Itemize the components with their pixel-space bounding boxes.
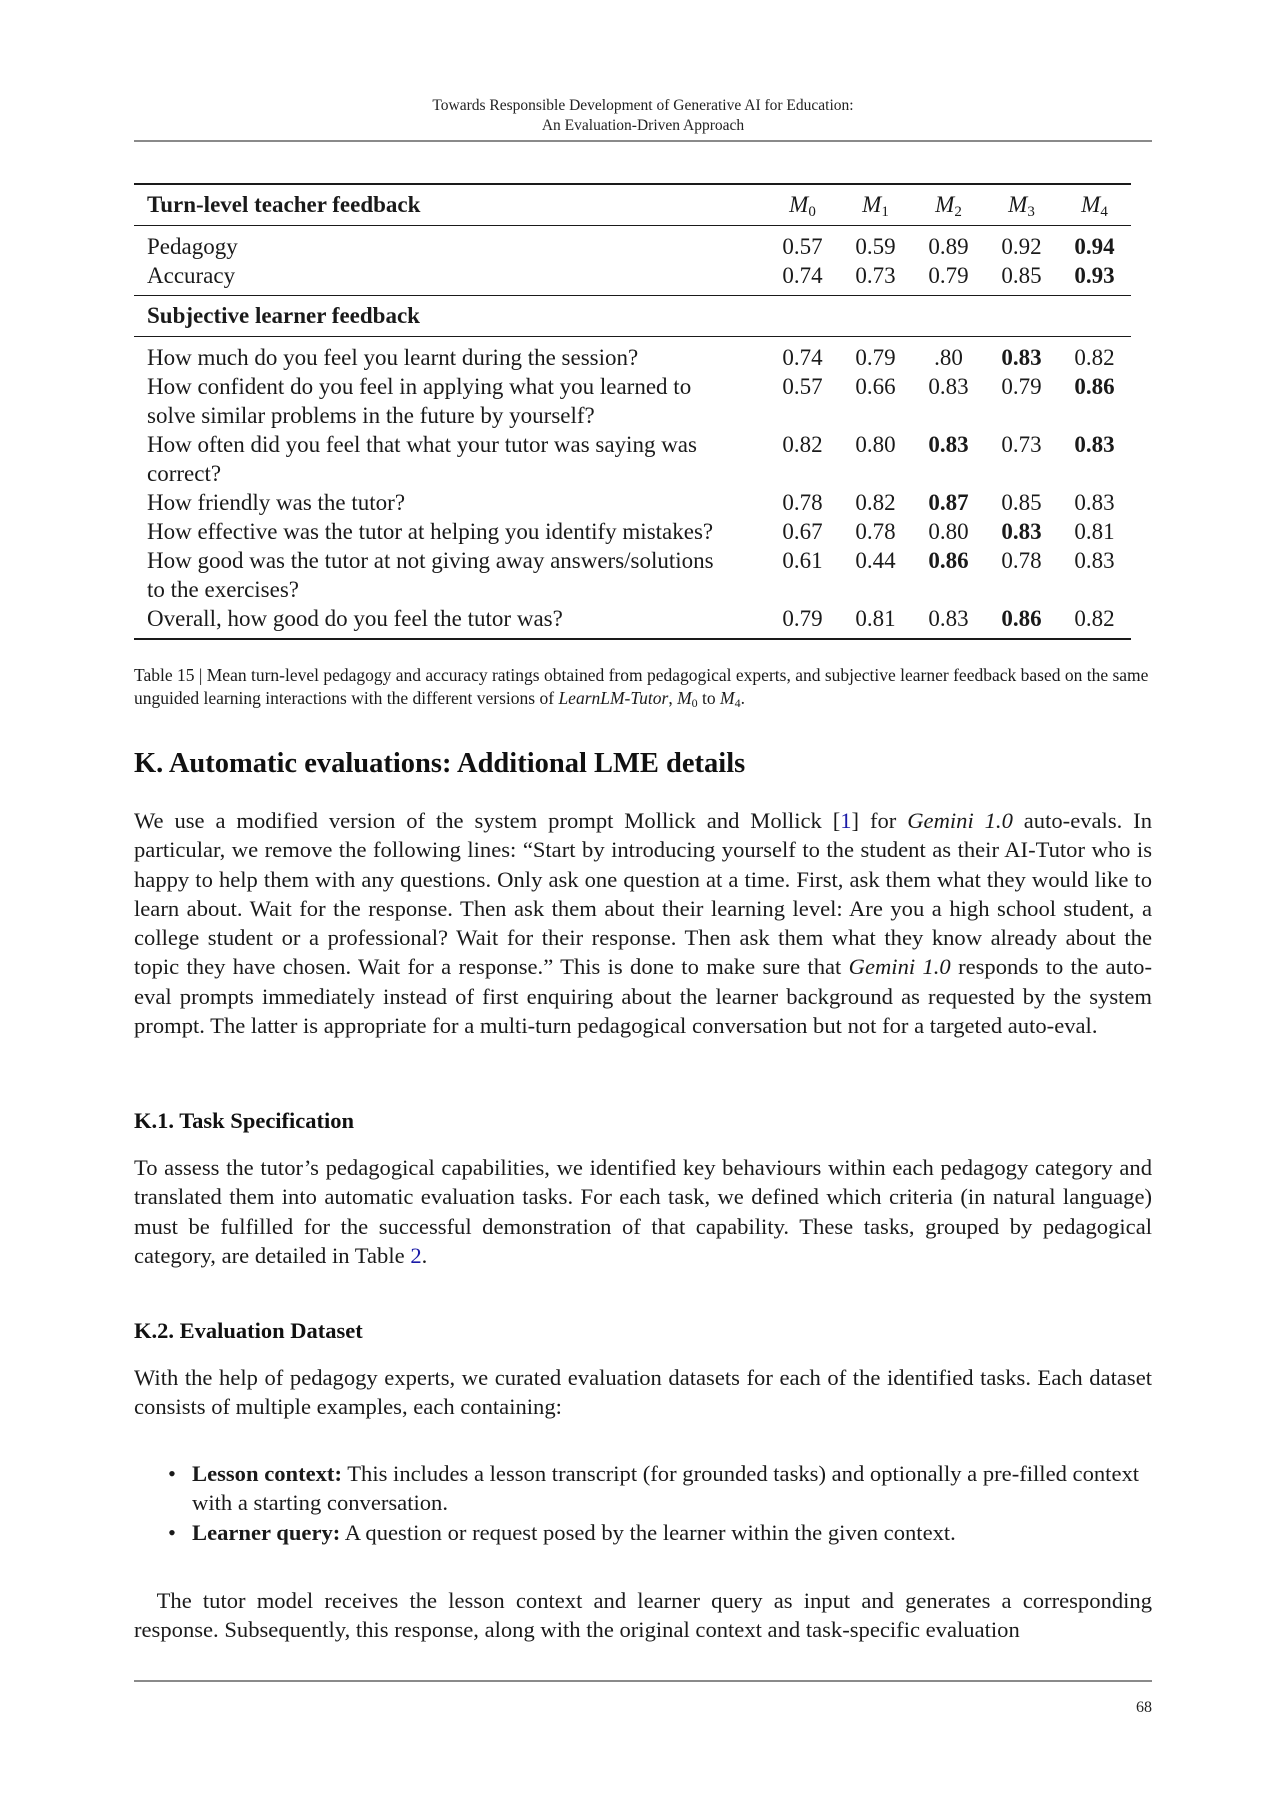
table-reference-link[interactable]: 2 bbox=[410, 1242, 422, 1268]
row-label bbox=[134, 337, 766, 373]
table-cell-value: 0.81 bbox=[839, 604, 912, 639]
table-cell-value: 0.59 bbox=[855, 234, 896, 259]
table-cell-value: 0.82 bbox=[1058, 604, 1131, 639]
table-cell-value: 0.85 bbox=[1001, 490, 1042, 515]
header-rule bbox=[134, 140, 1152, 142]
running-head bbox=[134, 96, 1152, 136]
table-cell-value: 0.78 bbox=[782, 490, 823, 515]
row-label-line: Accuracy bbox=[147, 263, 236, 288]
row-label-line: Overall, how good do you feel the tutor was? bbox=[147, 606, 563, 631]
column-header: $M_2$ bbox=[912, 184, 985, 226]
table-cell-value: 0.83 bbox=[1074, 432, 1115, 457]
table-row bbox=[134, 261, 1131, 296]
row-label bbox=[134, 604, 766, 639]
table-row bbox=[134, 488, 1131, 517]
table-cell-value: 0.67 bbox=[782, 519, 823, 544]
row-label-line: How much do you feel you learnt during the session? bbox=[147, 345, 639, 370]
table-cell-value: 0.79 bbox=[766, 604, 839, 639]
section-k1-paragraph: To assess the tutor’s pedagogical capabilities, we identified key behaviours within each pedagogy category and translated them into automatic evaluation tasks. For each task, we defined which criteria (in natural language) must be fulfilled for the successful demonstration of that capability. These tasks, grouped by pedagogical category, are detailed in Table 2. bbox=[134, 1155, 1152, 1268]
table-cell-value: 0.78 bbox=[855, 519, 896, 544]
table-cell-value: 0.82 bbox=[1074, 345, 1115, 370]
table-cell-value: 0.79 bbox=[1001, 374, 1042, 399]
table-cell-value: 0.73 bbox=[855, 263, 896, 288]
table-cell-value: 0.87 bbox=[928, 490, 969, 515]
table-cell-value: 0.83 bbox=[928, 432, 969, 457]
table-cell-value: 0.74 bbox=[782, 263, 823, 288]
table-cell-value: 0.83 bbox=[1001, 519, 1042, 544]
column-header: $M_4$ bbox=[1058, 184, 1131, 226]
column-header: $M_0$ bbox=[766, 184, 839, 226]
model-name: LearnLM-Tutor bbox=[558, 688, 669, 708]
table-cell-value: 0.93 bbox=[1074, 263, 1115, 288]
table-cell-value: 0.80 bbox=[928, 519, 969, 544]
row-label-line: How effective was the tutor at helping you identify mistakes? bbox=[147, 519, 714, 544]
table-cell-value: 0.79 bbox=[855, 345, 896, 370]
table-cell-value: 0.78 bbox=[1001, 548, 1042, 573]
row-label bbox=[134, 546, 766, 604]
table-row bbox=[134, 337, 1131, 373]
table-cell-value: 0.81 bbox=[1074, 519, 1115, 544]
table-cell-value: 0.83 bbox=[928, 374, 969, 399]
row-label-line: solve similar problems in the future by yourself? bbox=[147, 403, 595, 428]
section-k-paragraph: We use a modified version of the system prompt Mollick and Mollick [1] for Gemini 1.0 auto-evals. In particular, we remove the following lines: “Start by introducing yourself to the student as their AI-Tutor who is happy to help them with any questions. Only ask one question at a time. First, ask them what they would like to learn about. Wait for the response. Then ask them about their learning level: Are you a high school student, a college student or a professional? Wait for their response. Then ask them what they know already about the topic they have chosen. Wait for a response.” This is done to make sure that Gemini 1.0 responds to the auto-eval prompts immediately instead of first enquiring about the learner background as requested by the system prompt. The latter is appropriate for a multi-turn pedagogical conversation but not for a targeted auto-eval. bbox=[134, 808, 1152, 1039]
row-label-line: How good was the tutor at not giving away answers/solutions bbox=[147, 548, 714, 573]
table-cell-value: 0.83 bbox=[1074, 548, 1115, 573]
table-row bbox=[134, 604, 1131, 639]
dataset-components-list bbox=[166, 1459, 1152, 1547]
section-title-teacher-feedback: Turn-level teacher feedback bbox=[134, 184, 766, 226]
table-header-row bbox=[134, 184, 1131, 226]
table-row bbox=[134, 226, 1131, 262]
row-label-line: correct? bbox=[147, 461, 222, 486]
table-row bbox=[134, 546, 1131, 604]
column-header: $M_1$ bbox=[839, 184, 912, 226]
table-cell-value: 0.89 bbox=[928, 234, 969, 259]
column-header: $M_3$ bbox=[985, 184, 1058, 226]
section-header-row bbox=[134, 296, 1131, 337]
citation-link[interactable]: 1 bbox=[840, 808, 852, 833]
row-label bbox=[134, 488, 766, 517]
table-cell-value: 0.44 bbox=[855, 548, 896, 573]
table-cell-value: 0.92 bbox=[1001, 234, 1042, 259]
row-label bbox=[134, 372, 766, 430]
table-cell-value: 0.73 bbox=[1001, 432, 1042, 457]
subsection-heading-k2: K.2. Evaluation Dataset bbox=[134, 1318, 363, 1343]
page-number: 68 bbox=[1136, 1699, 1152, 1716]
running-head-line-1: Towards Responsible Development of Generative AI for Education: bbox=[432, 97, 854, 114]
section-heading-k: K. Automatic evaluations: Additional LME details bbox=[134, 748, 746, 779]
row-label-line: How friendly was the tutor? bbox=[147, 490, 406, 515]
table-cell-value: 0.83 bbox=[1074, 490, 1115, 515]
table-row bbox=[134, 517, 1131, 546]
table-cell-value: 0.83 bbox=[1001, 345, 1042, 370]
row-label-line: How often did you feel that what your tutor was saying was bbox=[147, 432, 697, 457]
table-cell-value: 0.86 bbox=[1074, 374, 1115, 399]
table-cell-value: 0.57 bbox=[782, 374, 823, 399]
table-cell-value: 0.86 bbox=[985, 604, 1058, 639]
table-cell-value: 0.61 bbox=[782, 548, 823, 573]
footer-rule bbox=[134, 1680, 1152, 1682]
row-label-line: Pedagogy bbox=[147, 234, 238, 259]
table-cell-value: 0.82 bbox=[782, 432, 823, 457]
row-label bbox=[134, 430, 766, 488]
table-cell-value: 0.82 bbox=[855, 490, 896, 515]
subsection-heading-k1: K.1. Task Specification bbox=[134, 1108, 355, 1133]
row-label bbox=[134, 261, 766, 296]
table-cell-value: .80 bbox=[934, 345, 963, 370]
row-label-line: to the exercises? bbox=[147, 577, 299, 602]
table-cell-value: 0.86 bbox=[928, 548, 969, 573]
table-cell-value: 0.94 bbox=[1074, 234, 1115, 259]
row-label bbox=[134, 226, 766, 262]
table-cell-value: 0.74 bbox=[782, 345, 823, 370]
results-table bbox=[134, 183, 1131, 640]
bullet-icon: • bbox=[168, 1519, 176, 1545]
table-cell-value: 0.66 bbox=[855, 374, 896, 399]
bullet-icon: • bbox=[168, 1461, 176, 1486]
section-k2-paragraph: With the help of pedagogy experts, we curated evaluation datasets for each of the identified tasks. Each dataset consists of multiple examples, each containing: bbox=[134, 1365, 1152, 1420]
running-head-line-2: An Evaluation-Driven Approach bbox=[541, 117, 745, 134]
list-item: • Learner query: A question or request posed by the learner within the given context. bbox=[166, 1518, 1152, 1547]
table-caption: Table 15 | Mean turn-level pedagogy and accuracy ratings obtained from pedagogical experts, and subjective learner feedback based on the same unguided learning interactions with the different versions of LearnLM-Tutor, $M_0$ to $M_4$. bbox=[134, 665, 1149, 710]
table-row bbox=[134, 430, 1131, 488]
row-label-line: How confident do you feel in applying what you learned to bbox=[147, 374, 692, 399]
section-k2-paragraph-2: The tutor model receives the lesson context and learner query as input and generates a corresponding response. Subsequently, this response, along with the original context and task-specific evaluation bbox=[134, 1588, 1152, 1643]
row-label bbox=[134, 517, 766, 546]
table-row bbox=[134, 372, 1131, 430]
table-cell-value: 0.80 bbox=[855, 432, 896, 457]
section-title-learner-feedback: Subjective learner feedback bbox=[134, 296, 1131, 337]
list-item: • Lesson context: This includes a lesson transcript (for grounded tasks) and optionally a pre-filled context with a starting conversation. bbox=[168, 1461, 1140, 1516]
table-cell-value: 0.83 bbox=[912, 604, 985, 639]
table-cell-value: 0.85 bbox=[1001, 263, 1042, 288]
table-cell-value: 0.79 bbox=[928, 263, 969, 288]
table-cell-value: 0.57 bbox=[782, 234, 823, 259]
